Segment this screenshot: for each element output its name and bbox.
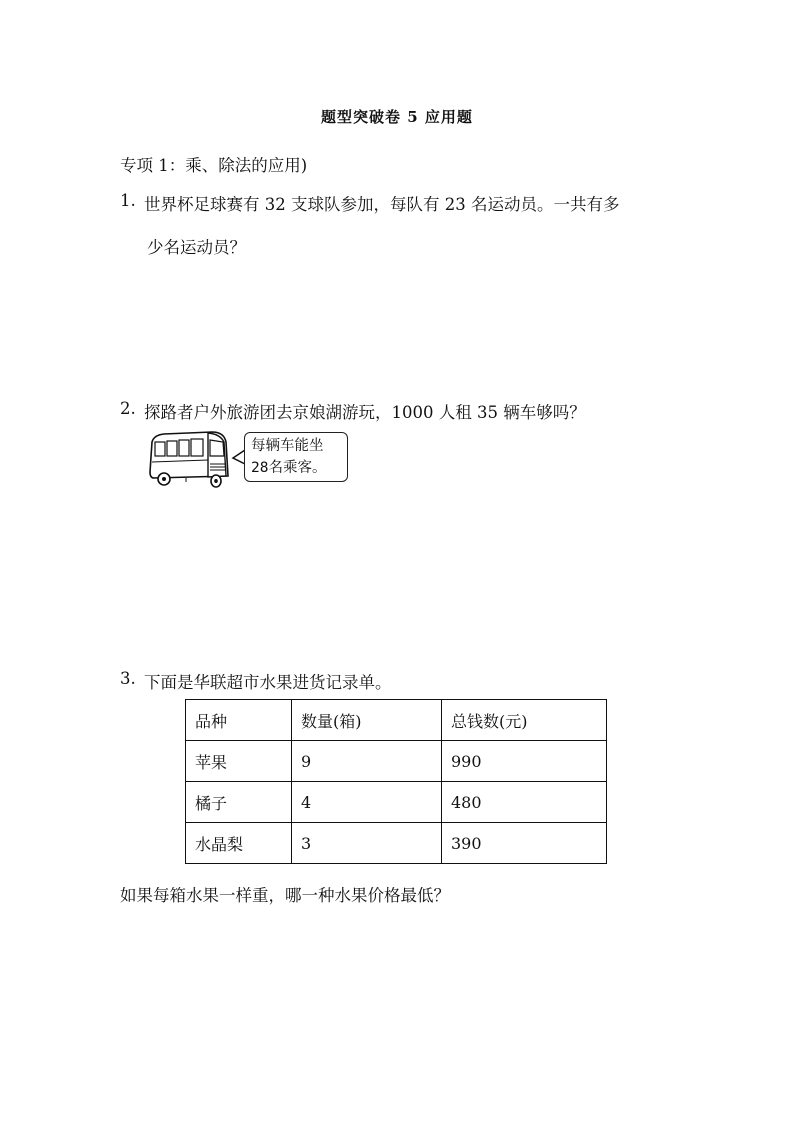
- table-cell: 橘子: [186, 782, 292, 823]
- question-3-subquestion: 如果每箱水果一样重，哪一种水果价格最低？: [120, 886, 450, 905]
- question-2-text: 探路者户外旅游团去京娘湖游玩，1000 人租 35 辆车够吗？: [144, 403, 586, 422]
- bus-illustration: [146, 430, 358, 490]
- table-row: [186, 741, 607, 782]
- question-1-number: 1.: [120, 191, 136, 210]
- bubble-line-2: 28名乘客。: [251, 460, 327, 476]
- table-header-cell: 数量(箱): [292, 700, 442, 741]
- table-cell: 480: [442, 782, 607, 823]
- table-row: [186, 782, 607, 823]
- table-row: [186, 823, 607, 864]
- bubble-line-1: 每辆车能坐: [251, 438, 324, 454]
- section-heading: 专项 1：乘、除法的应用): [120, 156, 308, 175]
- table-cell: 9: [292, 741, 442, 782]
- question-1-text-line2: 少名运动员？: [147, 238, 246, 257]
- question-2-number: 2.: [120, 399, 136, 418]
- table-header-row: [186, 700, 607, 741]
- question-1-text-line1: 世界杯足球赛有 32 支球队参加，每队有 23 名运动员。一共有多: [144, 195, 620, 214]
- fruit-purchase-table: [185, 699, 607, 864]
- table-header-cell: 品种: [186, 700, 292, 741]
- question-3-number: 3.: [120, 669, 136, 688]
- table-cell: 390: [442, 823, 607, 864]
- table-cell: 3: [292, 823, 442, 864]
- speech-bubble: [244, 432, 348, 482]
- table-cell: 990: [442, 741, 607, 782]
- table-cell: 苹果: [186, 741, 292, 782]
- table-cell: 4: [292, 782, 442, 823]
- table-cell: 水晶梨: [186, 823, 292, 864]
- table-header-cell: 总钱数(元): [442, 700, 607, 741]
- question-3-text: 下面是华联超市水果进货记录单。: [144, 673, 392, 692]
- page-title: 题型突破卷 5 应用题: [321, 108, 473, 126]
